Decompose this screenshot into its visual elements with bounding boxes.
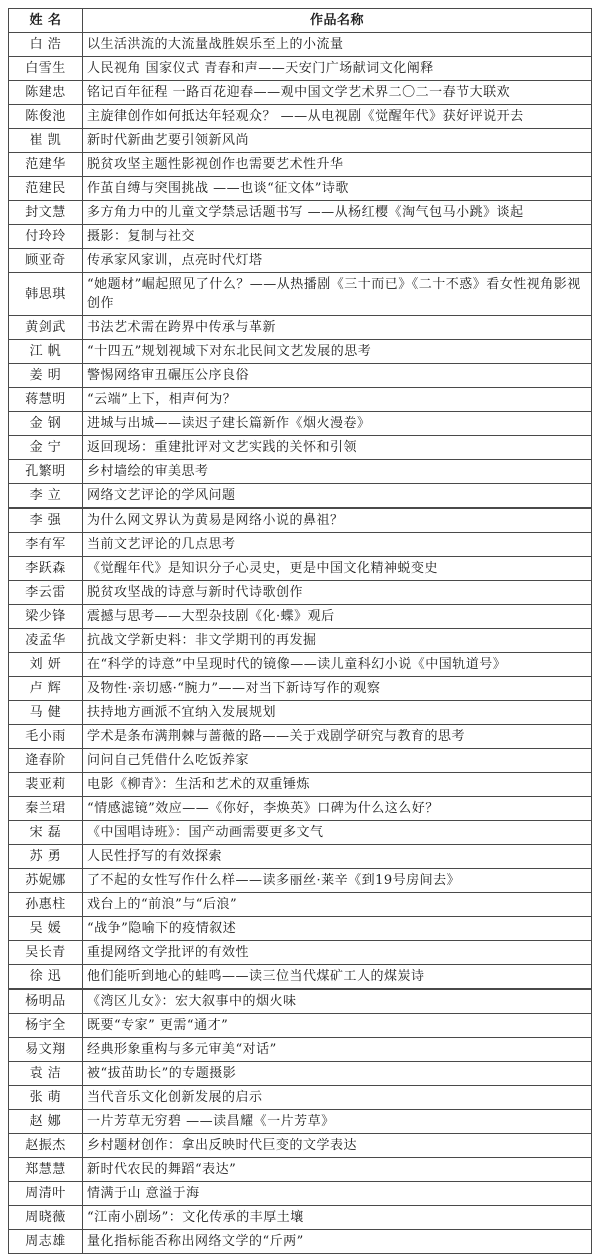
table-row [9, 460, 592, 484]
author-name-cell: 江 帆 [9, 340, 83, 364]
table-row [9, 749, 592, 773]
work-title-cell: 乡村题材创作：拿出反映时代巨变的文学表达 [83, 1134, 592, 1158]
work-title-cell: 当前文艺评论的几点思考 [83, 533, 592, 557]
table-row [9, 941, 592, 965]
author-name-cell: 陈建忠 [9, 81, 83, 105]
table-header-row [9, 9, 592, 33]
table-row [9, 436, 592, 460]
work-title-cell: 《中国唱诗班》：国产动画需要更多文气 [83, 821, 592, 845]
author-name-cell: 蒋慧明 [9, 388, 83, 412]
work-title-cell: 戏台上的“前浪”与“后浪” [83, 893, 592, 917]
author-name-cell: 杨宇全 [9, 1014, 83, 1038]
table-row [9, 273, 592, 316]
table-row [9, 177, 592, 201]
work-title-cell: 多方角力中的儿童文学禁忌话题书写 ——从杨红樱《淘气包马小跳》谈起 [83, 201, 592, 225]
author-name-cell: 易文翔 [9, 1038, 83, 1062]
work-title-cell: 以生活洪流的大流量战胜娱乐至上的小流量 [83, 33, 592, 57]
author-name-cell: 白 浩 [9, 33, 83, 57]
table-row [9, 129, 592, 153]
nominee-list-sheet [8, 8, 591, 1254]
work-title-cell: “她题材”崛起照见了什么？——从热播剧《三十而已》《二十不惑》看女性视角影视创作 [83, 273, 592, 316]
author-name-cell: 李 立 [9, 484, 83, 509]
work-title-cell: “战争”隐喻下的疫情叙述 [83, 917, 592, 941]
table-row [9, 725, 592, 749]
work-title-cell: 一片芳草无穷碧 ——读昌耀《一片芳草》 [83, 1110, 592, 1134]
author-name-cell: 卢 辉 [9, 677, 83, 701]
table-row [9, 653, 592, 677]
work-title-cell: “江南小剧场”：文化传承的丰厚土壤 [83, 1206, 592, 1230]
table-row [9, 797, 592, 821]
author-name-cell: 顾亚奇 [9, 249, 83, 273]
work-title-cell: 铭记百年征程 一路百花迎春——观中国文学艺术界二〇二一春节大联欢 [83, 81, 592, 105]
author-name-cell: 孔繁明 [9, 460, 83, 484]
table-row [9, 893, 592, 917]
work-title-cell: 为什么网文界认为黄易是网络小说的鼻祖？ [83, 508, 592, 533]
table-row [9, 1110, 592, 1134]
table-row [9, 701, 592, 725]
author-name-cell: 李 强 [9, 508, 83, 533]
work-title-cell: 《觉醒年代》是知识分子心灵史，更是中国文化精神蜕变史 [83, 557, 592, 581]
author-name-cell: 金 钢 [9, 412, 83, 436]
work-title-cell: 情满于山 意溢于海 [83, 1182, 592, 1206]
table-row [9, 484, 592, 509]
author-name-cell: 张 萌 [9, 1086, 83, 1110]
work-title-cell: 《湾区儿女》：宏大叙事中的烟火味 [83, 989, 592, 1014]
table-row [9, 557, 592, 581]
author-name-cell: 韩思琪 [9, 273, 83, 316]
author-name-cell: 杨明品 [9, 989, 83, 1014]
work-title-cell: 返回现场：重建批评对文艺实践的关怀和引领 [83, 436, 592, 460]
table-row [9, 153, 592, 177]
table-row [9, 1062, 592, 1086]
author-name-cell: 封文慧 [9, 201, 83, 225]
author-name-cell: 吴长青 [9, 941, 83, 965]
work-title-cell: 脱贫攻坚主题性影视创作也需要艺术性升华 [83, 153, 592, 177]
table-row [9, 1086, 592, 1110]
table-row [9, 845, 592, 869]
work-title-cell: 传承家风家训，点亮时代灯塔 [83, 249, 592, 273]
work-title-cell: 主旋律创作如何抵达年轻观众？ ——从电视剧《觉醒年代》获好评说开去 [83, 105, 592, 129]
work-title-cell: 被“拔苗助长”的专题摄影 [83, 1062, 592, 1086]
author-name-cell: 周志雄 [9, 1230, 83, 1254]
author-name-cell: 苏妮娜 [9, 869, 83, 893]
table-row [9, 917, 592, 941]
author-name-cell: 付玲玲 [9, 225, 83, 249]
table-row [9, 249, 592, 273]
author-name-cell: 金 宁 [9, 436, 83, 460]
table-row [9, 629, 592, 653]
table-row [9, 821, 592, 845]
work-title-cell: 人民视角 国家仪式 青春和声——天安门广场献词文化阐释 [83, 57, 592, 81]
work-title-cell: 量化指标能否称出网络文学的“斤两” [83, 1230, 592, 1254]
work-title-cell: 网络文艺评论的学风问题 [83, 484, 592, 509]
table-row [9, 1182, 592, 1206]
author-name-cell: 郑慧慧 [9, 1158, 83, 1182]
author-name-cell: 逄春阶 [9, 749, 83, 773]
name-column-header: 姓 名 [9, 9, 83, 33]
table-row [9, 1038, 592, 1062]
table-row [9, 581, 592, 605]
author-name-cell: 姜 明 [9, 364, 83, 388]
table-row [9, 105, 592, 129]
table-row [9, 773, 592, 797]
work-title-cell: 脱贫攻坚战的诗意与新时代诗歌创作 [83, 581, 592, 605]
work-title-cell: 新时代农民的舞蹈“表达” [83, 1158, 592, 1182]
author-name-cell: 秦兰珺 [9, 797, 83, 821]
table-row [9, 989, 592, 1014]
table-row [9, 81, 592, 105]
works-table [8, 8, 592, 1254]
table-row [9, 316, 592, 340]
table-row [9, 677, 592, 701]
author-name-cell: 李有军 [9, 533, 83, 557]
work-title-cell: 电影《柳青》：生活和艺术的双重锤炼 [83, 773, 592, 797]
work-title-cell: “十四五”规划视域下对东北民间文艺发展的思考 [83, 340, 592, 364]
table-row [9, 201, 592, 225]
author-name-cell: 马 健 [9, 701, 83, 725]
table-row [9, 225, 592, 249]
author-name-cell: 白雪生 [9, 57, 83, 81]
table-row [9, 1230, 592, 1254]
work-title-cell: 震撼与思考——大型杂技剧《化·蝶》观后 [83, 605, 592, 629]
table-row [9, 1158, 592, 1182]
work-title-cell: 经典形象重构与多元审美“对话” [83, 1038, 592, 1062]
work-title-cell: 警惕网络审丑碾压公序良俗 [83, 364, 592, 388]
table-row [9, 533, 592, 557]
table-row [9, 605, 592, 629]
author-name-cell: 李云雷 [9, 581, 83, 605]
work-title-cell: 既要“专家” 更需“通才” [83, 1014, 592, 1038]
table-row [9, 340, 592, 364]
table-row [9, 57, 592, 81]
author-name-cell: 宋 磊 [9, 821, 83, 845]
table-row [9, 1134, 592, 1158]
work-title-cell: “云端”上下，相声何为？ [83, 388, 592, 412]
work-title-cell: “情感滤镜”效应——《你好，李焕英》口碑为什么这么好？ [83, 797, 592, 821]
table-row [9, 33, 592, 57]
work-title-cell: 重提网络文学批评的有效性 [83, 941, 592, 965]
author-name-cell: 吴 媛 [9, 917, 83, 941]
title-column-header: 作品名称 [83, 9, 592, 33]
author-name-cell: 周晓薇 [9, 1206, 83, 1230]
author-name-cell: 孙惠柱 [9, 893, 83, 917]
author-name-cell: 苏 勇 [9, 845, 83, 869]
work-title-cell: 乡村墙绘的审美思考 [83, 460, 592, 484]
work-title-cell: 在“科学的诗意”中呈现时代的镜像——读儿童科幻小说《中国轨道号》 [83, 653, 592, 677]
work-title-cell: 抗战文学新史料：非文学期刊的再发掘 [83, 629, 592, 653]
table-row [9, 1206, 592, 1230]
work-title-cell: 书法艺术需在跨界中传承与革新 [83, 316, 592, 340]
table-row [9, 388, 592, 412]
work-title-cell: 作茧自缚与突围挑战 ——也谈“征文体”诗歌 [83, 177, 592, 201]
author-name-cell: 范建民 [9, 177, 83, 201]
table-row [9, 1014, 592, 1038]
author-name-cell: 袁 洁 [9, 1062, 83, 1086]
work-title-cell: 了不起的女性写作什么样——读多丽丝·莱辛《到19号房间去》 [83, 869, 592, 893]
author-name-cell: 周清叶 [9, 1182, 83, 1206]
table-body [9, 33, 592, 1254]
work-title-cell: 进城与出城——读迟子建长篇新作《烟火漫卷》 [83, 412, 592, 436]
work-title-cell: 当代音乐文化创新发展的启示 [83, 1086, 592, 1110]
author-name-cell: 黄剑武 [9, 316, 83, 340]
author-name-cell: 李跃森 [9, 557, 83, 581]
author-name-cell: 赵振杰 [9, 1134, 83, 1158]
author-name-cell: 凌孟华 [9, 629, 83, 653]
work-title-cell: 新时代新曲艺要引领新风尚 [83, 129, 592, 153]
table-row [9, 965, 592, 990]
work-title-cell: 扶持地方画派不宜纳入发展规划 [83, 701, 592, 725]
author-name-cell: 梁少锋 [9, 605, 83, 629]
table-row [9, 412, 592, 436]
author-name-cell: 赵 娜 [9, 1110, 83, 1134]
table-row [9, 869, 592, 893]
table-row [9, 508, 592, 533]
work-title-cell: 学术是条布满荆棘与蔷薇的路——关于戏剧学研究与教育的思考 [83, 725, 592, 749]
author-name-cell: 范建华 [9, 153, 83, 177]
author-name-cell: 崔 凯 [9, 129, 83, 153]
author-name-cell: 刘 妍 [9, 653, 83, 677]
work-title-cell: 人民性抒写的有效探索 [83, 845, 592, 869]
table-row [9, 364, 592, 388]
author-name-cell: 徐 迅 [9, 965, 83, 990]
author-name-cell: 毛小雨 [9, 725, 83, 749]
work-title-cell: 问问自己凭借什么吃饭养家 [83, 749, 592, 773]
work-title-cell: 他们能听到地心的蛙鸣——读三位当代煤矿工人的煤炭诗 [83, 965, 592, 990]
author-name-cell: 裴亚莉 [9, 773, 83, 797]
author-name-cell: 陈俊池 [9, 105, 83, 129]
work-title-cell: 摄影：复制与社交 [83, 225, 592, 249]
work-title-cell: 及物性·亲切感·“腕力”——对当下新诗写作的观察 [83, 677, 592, 701]
